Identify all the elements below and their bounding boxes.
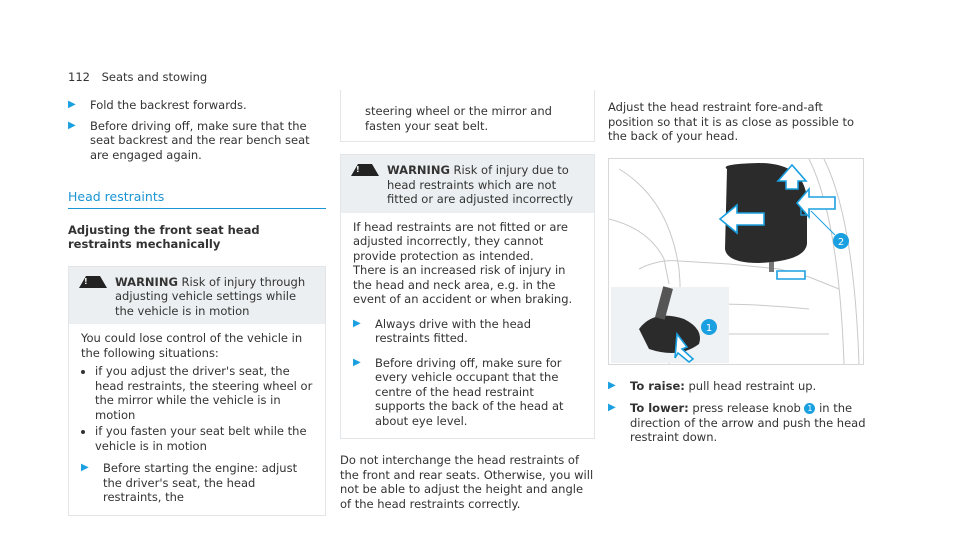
warning-header (69, 267, 325, 325)
warning-headline: Risk of injury due to head restraints which are not fitted or are adjusted incorrectly (387, 163, 574, 206)
callout-1-label: 1 (705, 322, 713, 334)
warning-paragraph: If head restraints are not fitted or are adjusted incorrectly, they cannot provide protection as intended. (353, 219, 568, 263)
page-number: 112 (68, 70, 90, 84)
section-title-block (68, 190, 326, 209)
head-restraint-drawing (609, 159, 863, 364)
list-item: • if you fasten your seat belt while the vehicle is in motion (95, 424, 315, 453)
step-arrow-icon: ▶ (353, 317, 361, 329)
step-raise: ▶ To raise: pull head restraint up. (608, 378, 817, 393)
warning-intro: You could lose control of the vehicle in the following situations: (81, 331, 303, 360)
column-1 (68, 90, 326, 516)
adjust-paragraph: Adjust the head restraint fore-and-aft position so that it is as close as possible to the back of your head. (608, 100, 855, 143)
warning-body (341, 213, 594, 439)
step-arrow-icon: ▶ (81, 462, 89, 473)
step-arrow-icon: ▶ (608, 379, 616, 391)
section-name: Seats and stowing (101, 70, 208, 84)
callout-2-label: 2 (837, 236, 845, 248)
warning-label: WARNING (387, 163, 450, 177)
warning-label: WARNING (115, 274, 178, 289)
warning-header (341, 155, 594, 213)
warning-box-motion (68, 266, 326, 516)
warning-paragraph: There is an increased risk of injury in the head and neck area, e.g. in the event of an accident or when braking. (353, 263, 573, 306)
list-item: • if you adjust the driver's seat, the head restraints, the steering wheel or the mirror while the vehicle is in motion (95, 364, 315, 422)
step-arrow-icon: ▶ (353, 356, 361, 368)
column-2 (340, 90, 595, 511)
interchange-paragraph: Do not interchange the head restraints of the front and rear seats. Otherwise, you will not be able to adjust the height and angle of the head restraints correctly. (340, 453, 594, 511)
warning-continuation: steering wheel or the mirror and fasten your seat belt. (340, 90, 595, 142)
callout-1-badge: 1 (804, 403, 815, 414)
warning-triangle-icon (351, 164, 379, 176)
warning-step: ▶ Before starting the engine: adjust the driver's seat, the head restraints, the (81, 461, 298, 504)
step-arrow-icon: ▶ (68, 119, 76, 131)
step-lower: ▶ To lower: press release knob 1 in the direction of the arrow and push the head restraint down. (608, 401, 866, 444)
step-fold-backrest: ▶ Fold the backrest forwards. (68, 98, 247, 112)
column-3 (608, 90, 866, 445)
step-arrow-icon: ▶ (608, 402, 616, 413)
subsection-title: Adjusting the front seat head restraints mechanically (68, 222, 260, 251)
step-arrow-icon: ▶ (68, 99, 76, 110)
warning-bullets (81, 364, 315, 453)
warning-body (69, 324, 325, 515)
section-title: Head restraints (68, 189, 165, 204)
head-restraint-illustration (608, 158, 864, 365)
warning-box-head-restraints (340, 154, 595, 439)
page-header (68, 70, 207, 84)
step-engage-backrest: ▶ Before driving off, make sure that the seat backrest and the rear bench seat are engaged again. (68, 118, 310, 162)
warning-headline: Risk of injury through adjusting vehicle settings while the vehicle is in motion (115, 274, 306, 318)
warning-step: ▶ Always drive with the head restraints fitted. (353, 316, 532, 345)
warning-step: ▶ Before driving off, make sure for every vehicle occupant that the centre of the head restraint supports the back of the head at about eye level. (353, 355, 564, 428)
warning-triangle-icon (79, 276, 107, 288)
